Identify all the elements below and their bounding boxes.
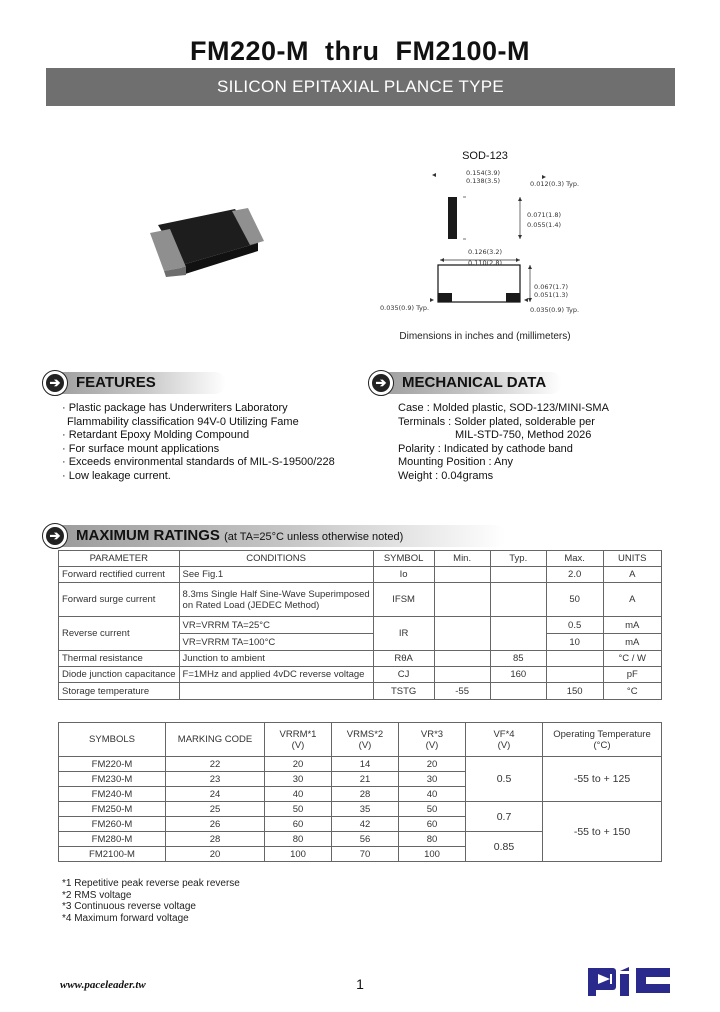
subtitle-bar: SILICON EPITAXIAL PLANCE TYPE [46,68,675,106]
list-item: Flammability classification 94V-0 Utilizing Fame [67,415,299,428]
part-from: FM220-M [189,36,309,66]
mechanical-title: MECHANICAL DATA [402,374,547,391]
col-header: PARAMETER [59,551,180,567]
footnotes [62,878,240,924]
footnote: *4 Maximum forward voltage [62,912,189,924]
dim-text-7: 0.110(2.8) [468,259,503,267]
mechanical-header [372,372,562,394]
dim-text-2: 0.138(3.5) [466,177,501,185]
list-item: Weight : 0.04grams [398,469,494,482]
mechanical-list [398,402,609,484]
list-item: · For surface mount applications [62,442,220,455]
ratings-header [46,525,506,547]
list-item: · Retardant Epoxy Molding Compound [62,429,250,442]
col-header: Min. [434,551,490,567]
table-row: SYMBOLS MARKING CODE VRRM*1 (V) VRMS*2 (V) VR*3 (V) VF*4 (V) Operating Temperature (°C) [59,723,662,757]
pic-logo-icon [586,962,672,998]
arrow-right-icon: ➔ [42,523,68,549]
footnote: *3 Continuous reverse voltage [62,901,196,912]
table-row: FM280-M 28 80 56 80 0.85 [59,832,662,847]
list-item: Terminals : Solder plated, solderable per [398,415,595,428]
website-link[interactable]: www.paceleader.tw [60,979,146,991]
list-item: MIL-STD-750, Method 2026 [455,429,592,442]
page-title [0,36,720,67]
table-row [59,551,662,567]
list-item: Case : Molded plastic, SOD-123/MINI-SMA [398,402,609,414]
list-item: · Exceeds environmental standards of MIL-S-19500/228 [62,456,335,469]
col-header: Typ. [490,551,546,567]
table-row: VR=VRRM TA=100°C 10 mA [59,634,662,651]
dim-text-8: 0.067(1.7) [534,283,569,291]
table-row: FM220-M 22 20 14 20 0.5 -55 to + 125 [59,757,662,772]
features-list [62,402,335,484]
footnote: *2 RMS voltage [62,889,132,901]
table-row: FM250-M 25 50 35 50 0.7 -55 to + 150 [59,802,662,817]
dim-text-6: 0.126(3.2) [468,248,503,256]
table-row: Forward rectified current See Fig.1 Io 2.0 A [59,567,662,583]
package-drawing [370,165,590,330]
table-row: Forward surge current 8.3ms Single Half Sine-Wave Superimposed on Rated Load (JEDEC Method) IFSM 50 A [59,583,662,617]
dim-text-3: 0.012(0.3) Typ. [530,180,580,188]
table-row: Diode junction capacitance F=1MHz and applied 4vDC reverse voltage CJ 160 pF [59,667,662,683]
thru-word: thru [325,36,380,66]
dim-text-10: 0.035(0.9) Typ. [380,304,430,312]
ratings-table [58,550,662,700]
table-row: Thermal resistance Junction to ambient RθA 85 °C / W [59,651,662,667]
dim-text-4: 0.071(1.8) [527,211,562,219]
dim-text-11: 0.035(0.9) Typ. [530,306,580,314]
table-row: FM240-M 24 40 28 40 [59,787,662,802]
list-item: · Plastic package has Underwriters Laboratory [62,402,288,414]
footnote: *1 Repetitive peak reverse peak reverse [62,878,240,889]
ratings-note: (at TA=25°C unless otherwise noted) [224,531,404,543]
table-row: FM230-M 23 30 21 30 [59,772,662,787]
package-name: SOD-123 [462,150,508,162]
table-row: FM260-M 26 60 42 60 [59,817,662,832]
features-title: FEATURES [76,374,156,391]
dimension-caption: Dimensions in inches and (millimeters) [399,331,571,342]
dim-text-5: 0.055(1.4) [527,221,562,229]
table-row: FM2100-M 20 100 70 100 [59,847,662,862]
part-to: FM2100-M [395,36,531,66]
table-row: Reverse current VR=VRRM TA=25°C IR 0.5 mA [59,617,662,634]
arrow-right-icon: ➔ [42,370,68,396]
col-header: UNITS [603,551,662,567]
arrow-right-icon: ➔ [368,370,394,396]
list-item: Mounting Position : Any [398,456,513,469]
col-header: Max. [546,551,603,567]
col-header: SYMBOL [373,551,434,567]
symbols-table [58,722,662,862]
list-item: · Low leakage current. [62,469,171,482]
page-number: 1 [356,976,364,992]
dim-text-9: 0.051(1.3) [534,291,569,299]
features-header [46,372,226,394]
ratings-title: MAXIMUM RATINGS (at TA=25°C unless otherwise noted) [76,527,404,544]
list-item: Polarity : Indicated by cathode band [398,442,573,455]
package-image [140,205,270,285]
col-header: CONDITIONS [179,551,373,567]
table-row: Storage temperature TSTG -55 150 °C [59,683,662,700]
dim-text-1: 0.154(3.9) [466,169,501,177]
